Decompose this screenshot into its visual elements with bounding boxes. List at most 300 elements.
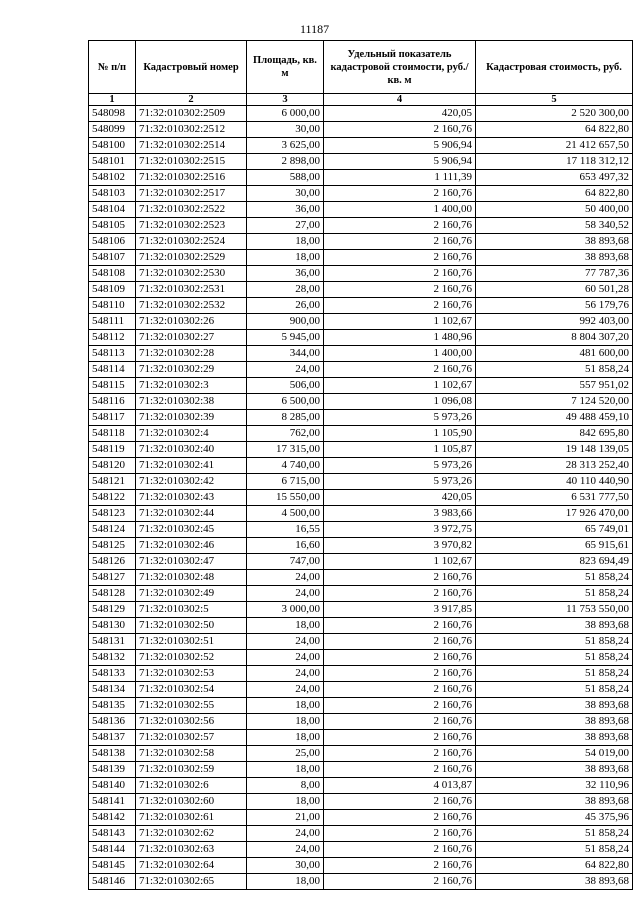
cadastral-number-cell: 71:32:010302:2524 [136, 234, 247, 250]
area-cell: 6 715,00 [247, 474, 324, 490]
unit-rate-cell: 2 160,76 [324, 362, 476, 378]
cadastral-number-cell: 71:32:010302:29 [136, 362, 247, 378]
cadastral-cost-cell: 38 893,68 [476, 794, 633, 810]
unit-rate-cell: 2 160,76 [324, 634, 476, 650]
area-cell: 3 625,00 [247, 138, 324, 154]
unit-rate-cell: 2 160,76 [324, 794, 476, 810]
row-number-cell: 548141 [89, 794, 136, 810]
unit-rate-cell: 2 160,76 [324, 234, 476, 250]
cadastral-cost-cell: 60 501,28 [476, 282, 633, 298]
cadastral-number-cell: 71:32:010302:2522 [136, 202, 247, 218]
row-number-cell: 548108 [89, 266, 136, 282]
cadastral-cost-cell: 40 110 440,90 [476, 474, 633, 490]
cadastral-cost-cell: 56 179,76 [476, 298, 633, 314]
table-row [89, 858, 633, 874]
row-number-cell: 548121 [89, 474, 136, 490]
row-number-cell: 548113 [89, 346, 136, 362]
unit-rate-cell: 2 160,76 [324, 698, 476, 714]
table-row [89, 730, 633, 746]
row-number-cell: 548104 [89, 202, 136, 218]
unit-rate-cell: 2 160,76 [324, 250, 476, 266]
row-number-cell: 548112 [89, 330, 136, 346]
unit-rate-cell: 420,05 [324, 490, 476, 506]
row-number-cell: 548116 [89, 394, 136, 410]
area-cell: 8,00 [247, 778, 324, 794]
unit-rate-cell: 2 160,76 [324, 682, 476, 698]
cadastral-number-cell: 71:32:010302:2531 [136, 282, 247, 298]
row-number-cell: 548102 [89, 170, 136, 186]
cadastral-cost-cell: 65 915,61 [476, 538, 633, 554]
unit-rate-cell: 1 105,90 [324, 426, 476, 442]
area-cell: 762,00 [247, 426, 324, 442]
cadastral-number-cell: 71:32:010302:57 [136, 730, 247, 746]
area-cell: 24,00 [247, 362, 324, 378]
table-row [89, 250, 633, 266]
cadastral-number-cell: 71:32:010302:50 [136, 618, 247, 634]
unit-rate-cell: 1 102,67 [324, 554, 476, 570]
cadastral-number-cell: 71:32:010302:28 [136, 346, 247, 362]
table-row [89, 506, 633, 522]
table-row [89, 106, 633, 122]
unit-rate-cell: 2 160,76 [324, 666, 476, 682]
table-row [89, 746, 633, 762]
area-cell: 18,00 [247, 698, 324, 714]
row-number-cell: 548123 [89, 506, 136, 522]
area-cell: 16,60 [247, 538, 324, 554]
cadastral-number-cell: 71:32:010302:65 [136, 874, 247, 890]
table-row [89, 842, 633, 858]
cadastral-number-cell: 71:32:010302:43 [136, 490, 247, 506]
table-row [89, 378, 633, 394]
cadastral-number-cell: 71:32:010302:59 [136, 762, 247, 778]
row-number-cell: 548111 [89, 314, 136, 330]
area-cell: 24,00 [247, 650, 324, 666]
column-number: 5 [476, 94, 633, 106]
cadastral-number-cell: 71:32:010302:52 [136, 650, 247, 666]
unit-rate-cell: 2 160,76 [324, 730, 476, 746]
area-cell: 18,00 [247, 250, 324, 266]
row-number-cell: 548125 [89, 538, 136, 554]
row-number-cell: 548145 [89, 858, 136, 874]
area-cell: 24,00 [247, 826, 324, 842]
cadastral-number-cell: 71:32:010302:2523 [136, 218, 247, 234]
table-row [89, 538, 633, 554]
column-number-row [89, 94, 633, 106]
area-cell: 18,00 [247, 714, 324, 730]
area-cell: 8 285,00 [247, 410, 324, 426]
row-number-cell: 548100 [89, 138, 136, 154]
cadastral-cost-cell: 51 858,24 [476, 666, 633, 682]
row-number-cell: 548140 [89, 778, 136, 794]
cadastral-number-cell: 71:32:010302:2514 [136, 138, 247, 154]
unit-rate-cell: 3 983,66 [324, 506, 476, 522]
area-cell: 24,00 [247, 634, 324, 650]
cadastral-number-cell: 71:32:010302:53 [136, 666, 247, 682]
unit-rate-cell: 2 160,76 [324, 218, 476, 234]
row-number-cell: 548144 [89, 842, 136, 858]
area-cell: 30,00 [247, 186, 324, 202]
unit-rate-cell: 2 160,76 [324, 186, 476, 202]
cadastral-cost-cell: 58 340,52 [476, 218, 633, 234]
row-number-cell: 548103 [89, 186, 136, 202]
table-row [89, 154, 633, 170]
unit-rate-cell: 1 400,00 [324, 346, 476, 362]
row-number-cell: 548110 [89, 298, 136, 314]
cadastral-number-cell: 71:32:010302:51 [136, 634, 247, 650]
unit-rate-cell: 2 160,76 [324, 298, 476, 314]
unit-rate-cell: 1 096,08 [324, 394, 476, 410]
column-number: 4 [324, 94, 476, 106]
cadastral-cost-cell: 54 019,00 [476, 746, 633, 762]
area-cell: 36,00 [247, 266, 324, 282]
table-row [89, 298, 633, 314]
area-cell: 506,00 [247, 378, 324, 394]
cadastral-cost-cell: 49 488 459,10 [476, 410, 633, 426]
cadastral-cost-cell: 51 858,24 [476, 586, 633, 602]
row-number-cell: 548114 [89, 362, 136, 378]
cadastral-number-cell: 71:32:010302:47 [136, 554, 247, 570]
table-row [89, 410, 633, 426]
cadastral-cost-cell: 45 375,96 [476, 810, 633, 826]
area-cell: 17 315,00 [247, 442, 324, 458]
table-body [89, 106, 633, 890]
header-cadastral-number: Кадастровый номер [136, 41, 247, 94]
unit-rate-cell: 2 160,76 [324, 874, 476, 890]
table-row [89, 522, 633, 538]
cadastral-cost-cell: 38 893,68 [476, 762, 633, 778]
row-number-cell: 548106 [89, 234, 136, 250]
row-number-cell: 548122 [89, 490, 136, 506]
unit-rate-cell: 2 160,76 [324, 746, 476, 762]
cadastral-cost-cell: 64 822,80 [476, 122, 633, 138]
cadastral-cost-cell: 38 893,68 [476, 250, 633, 266]
unit-rate-cell: 1 400,00 [324, 202, 476, 218]
table-row [89, 682, 633, 698]
unit-rate-cell: 5 973,26 [324, 410, 476, 426]
table-row [89, 714, 633, 730]
table-row [89, 762, 633, 778]
row-number-cell: 548101 [89, 154, 136, 170]
cadastral-cost-cell: 19 148 139,05 [476, 442, 633, 458]
area-cell: 18,00 [247, 234, 324, 250]
unit-rate-cell: 3 970,82 [324, 538, 476, 554]
unit-rate-cell: 2 160,76 [324, 618, 476, 634]
unit-rate-cell: 4 013,87 [324, 778, 476, 794]
cadastral-cost-cell: 17 926 470,00 [476, 506, 633, 522]
header-number: № п/п [89, 41, 136, 94]
unit-rate-cell: 5 906,94 [324, 154, 476, 170]
unit-rate-cell: 2 160,76 [324, 762, 476, 778]
unit-rate-cell: 1 111,39 [324, 170, 476, 186]
area-cell: 36,00 [247, 202, 324, 218]
table-row [89, 394, 633, 410]
table-row [89, 602, 633, 618]
cadastral-cost-cell: 51 858,24 [476, 826, 633, 842]
area-cell: 24,00 [247, 570, 324, 586]
table-row [89, 490, 633, 506]
cadastral-cost-cell: 21 412 657,50 [476, 138, 633, 154]
cadastral-cost-cell: 51 858,24 [476, 842, 633, 858]
row-number-cell: 548118 [89, 426, 136, 442]
cadastral-number-cell: 71:32:010302:61 [136, 810, 247, 826]
unit-rate-cell: 1 480,96 [324, 330, 476, 346]
row-number-cell: 548134 [89, 682, 136, 698]
area-cell: 25,00 [247, 746, 324, 762]
cadastral-cost-cell: 64 822,80 [476, 186, 633, 202]
cadastral-number-cell: 71:32:010302:2509 [136, 106, 247, 122]
header-row [89, 41, 633, 94]
table-row [89, 458, 633, 474]
row-number-cell: 548129 [89, 602, 136, 618]
table-row [89, 698, 633, 714]
unit-rate-cell: 2 160,76 [324, 826, 476, 842]
area-cell: 30,00 [247, 122, 324, 138]
area-cell: 24,00 [247, 842, 324, 858]
row-number-cell: 548126 [89, 554, 136, 570]
cadastral-number-cell: 71:32:010302:54 [136, 682, 247, 698]
unit-rate-cell: 2 160,76 [324, 570, 476, 586]
area-cell: 27,00 [247, 218, 324, 234]
area-cell: 18,00 [247, 618, 324, 634]
row-number-cell: 548146 [89, 874, 136, 890]
table-row [89, 650, 633, 666]
row-number-cell: 548130 [89, 618, 136, 634]
cadastral-cost-cell: 653 497,32 [476, 170, 633, 186]
row-number-cell: 548143 [89, 826, 136, 842]
table-row [89, 202, 633, 218]
area-cell: 24,00 [247, 666, 324, 682]
cadastral-number-cell: 71:32:010302:2515 [136, 154, 247, 170]
cadastral-cost-cell: 51 858,24 [476, 682, 633, 698]
table-row [89, 266, 633, 282]
cadastral-cost-cell: 17 118 312,12 [476, 154, 633, 170]
cadastral-number-cell: 71:32:010302:6 [136, 778, 247, 794]
unit-rate-cell: 2 160,76 [324, 282, 476, 298]
area-cell: 18,00 [247, 762, 324, 778]
cadastral-cost-cell: 2 520 300,00 [476, 106, 633, 122]
row-number-cell: 548128 [89, 586, 136, 602]
cadastral-number-cell: 71:32:010302:49 [136, 586, 247, 602]
cadastral-number-cell: 71:32:010302:44 [136, 506, 247, 522]
unit-rate-cell: 2 160,76 [324, 650, 476, 666]
table-row [89, 186, 633, 202]
area-cell: 26,00 [247, 298, 324, 314]
cadastral-cost-cell: 64 822,80 [476, 858, 633, 874]
cadastral-value-table [88, 40, 633, 890]
cadastral-cost-cell: 38 893,68 [476, 698, 633, 714]
row-number-cell: 548124 [89, 522, 136, 538]
column-number: 2 [136, 94, 247, 106]
table-row [89, 170, 633, 186]
area-cell: 3 000,00 [247, 602, 324, 618]
cadastral-cost-cell: 38 893,68 [476, 618, 633, 634]
area-cell: 900,00 [247, 314, 324, 330]
cadastral-cost-cell: 50 400,00 [476, 202, 633, 218]
unit-rate-cell: 2 160,76 [324, 842, 476, 858]
row-number-cell: 548133 [89, 666, 136, 682]
area-cell: 2 898,00 [247, 154, 324, 170]
row-number-cell: 548137 [89, 730, 136, 746]
row-number-cell: 548132 [89, 650, 136, 666]
table-row [89, 570, 633, 586]
unit-rate-cell: 1 102,67 [324, 378, 476, 394]
row-number-cell: 548139 [89, 762, 136, 778]
table-row [89, 314, 633, 330]
header-area: Площадь, кв. м [247, 41, 324, 94]
table-row [89, 362, 633, 378]
area-cell: 5 945,00 [247, 330, 324, 346]
table-row [89, 778, 633, 794]
table-row [89, 874, 633, 890]
cadastral-number-cell: 71:32:010302:2530 [136, 266, 247, 282]
table-row [89, 554, 633, 570]
cadastral-number-cell: 71:32:010302:2529 [136, 250, 247, 266]
cadastral-number-cell: 71:32:010302:46 [136, 538, 247, 554]
unit-rate-cell: 5 906,94 [324, 138, 476, 154]
cadastral-number-cell: 71:32:010302:27 [136, 330, 247, 346]
cadastral-cost-cell: 6 531 777,50 [476, 490, 633, 506]
area-cell: 4 500,00 [247, 506, 324, 522]
cadastral-cost-cell: 842 695,80 [476, 426, 633, 442]
unit-rate-cell: 420,05 [324, 106, 476, 122]
header-cadastral-cost: Кадастровая стоимость, руб. [476, 41, 633, 94]
cadastral-number-cell: 71:32:010302:2512 [136, 122, 247, 138]
table-row [89, 442, 633, 458]
cadastral-cost-cell: 8 804 307,20 [476, 330, 633, 346]
cadastral-cost-cell: 51 858,24 [476, 362, 633, 378]
row-number-cell: 548105 [89, 218, 136, 234]
cadastral-number-cell: 71:32:010302:42 [136, 474, 247, 490]
cadastral-number-cell: 71:32:010302:60 [136, 794, 247, 810]
table-row [89, 586, 633, 602]
area-cell: 30,00 [247, 858, 324, 874]
table-row [89, 634, 633, 650]
row-number-cell: 548109 [89, 282, 136, 298]
table-row [89, 474, 633, 490]
table-row [89, 330, 633, 346]
header-unit-rate: Удельный показатель кадастровой стоимости, руб./кв. м [324, 41, 476, 94]
row-number-cell: 548136 [89, 714, 136, 730]
cadastral-number-cell: 71:32:010302:2532 [136, 298, 247, 314]
table-row [89, 810, 633, 826]
unit-rate-cell: 2 160,76 [324, 810, 476, 826]
row-number-cell: 548119 [89, 442, 136, 458]
area-cell: 24,00 [247, 682, 324, 698]
unit-rate-cell: 5 973,26 [324, 458, 476, 474]
unit-rate-cell: 2 160,76 [324, 714, 476, 730]
row-number-cell: 548117 [89, 410, 136, 426]
table-row [89, 666, 633, 682]
cadastral-cost-cell: 51 858,24 [476, 570, 633, 586]
area-cell: 18,00 [247, 730, 324, 746]
cadastral-number-cell: 71:32:010302:64 [136, 858, 247, 874]
cadastral-number-cell: 71:32:010302:2516 [136, 170, 247, 186]
unit-rate-cell: 3 972,75 [324, 522, 476, 538]
unit-rate-cell: 1 105,87 [324, 442, 476, 458]
cadastral-number-cell: 71:32:010302:39 [136, 410, 247, 426]
unit-rate-cell: 5 973,26 [324, 474, 476, 490]
row-number-cell: 548098 [89, 106, 136, 122]
cadastral-number-cell: 71:32:010302:63 [136, 842, 247, 858]
unit-rate-cell: 1 102,67 [324, 314, 476, 330]
unit-rate-cell: 2 160,76 [324, 586, 476, 602]
table-row [89, 618, 633, 634]
cadastral-cost-cell: 51 858,24 [476, 634, 633, 650]
page-number: 11187 [300, 22, 330, 36]
table-row [89, 346, 633, 362]
cadastral-cost-cell: 51 858,24 [476, 650, 633, 666]
cadastral-cost-cell: 992 403,00 [476, 314, 633, 330]
column-number: 3 [247, 94, 324, 106]
row-number-cell: 548131 [89, 634, 136, 650]
row-number-cell: 548099 [89, 122, 136, 138]
table-row [89, 426, 633, 442]
row-number-cell: 548138 [89, 746, 136, 762]
cadastral-cost-cell: 38 893,68 [476, 714, 633, 730]
unit-rate-cell: 2 160,76 [324, 858, 476, 874]
area-cell: 747,00 [247, 554, 324, 570]
cadastral-cost-cell: 38 893,68 [476, 874, 633, 890]
cadastral-cost-cell: 38 893,68 [476, 234, 633, 250]
row-number-cell: 548107 [89, 250, 136, 266]
cadastral-cost-cell: 823 694,49 [476, 554, 633, 570]
cadastral-number-cell: 71:32:010302:62 [136, 826, 247, 842]
cadastral-number-cell: 71:32:010302:26 [136, 314, 247, 330]
cadastral-cost-cell: 77 787,36 [476, 266, 633, 282]
table-row [89, 794, 633, 810]
area-cell: 18,00 [247, 794, 324, 810]
area-cell: 15 550,00 [247, 490, 324, 506]
area-cell: 588,00 [247, 170, 324, 186]
area-cell: 21,00 [247, 810, 324, 826]
cadastral-number-cell: 71:32:010302:45 [136, 522, 247, 538]
cadastral-number-cell: 71:32:010302:41 [136, 458, 247, 474]
row-number-cell: 548120 [89, 458, 136, 474]
unit-rate-cell: 2 160,76 [324, 122, 476, 138]
unit-rate-cell: 2 160,76 [324, 266, 476, 282]
cadastral-cost-cell: 38 893,68 [476, 730, 633, 746]
cadastral-number-cell: 71:32:010302:5 [136, 602, 247, 618]
cadastral-cost-cell: 65 749,01 [476, 522, 633, 538]
cadastral-number-cell: 71:32:010302:38 [136, 394, 247, 410]
row-number-cell: 548135 [89, 698, 136, 714]
table-row [89, 282, 633, 298]
area-cell: 4 740,00 [247, 458, 324, 474]
cadastral-cost-cell: 32 110,96 [476, 778, 633, 794]
area-cell: 6 500,00 [247, 394, 324, 410]
table-row [89, 234, 633, 250]
column-number: 1 [89, 94, 136, 106]
table-row [89, 826, 633, 842]
table-row [89, 122, 633, 138]
row-number-cell: 548127 [89, 570, 136, 586]
area-cell: 6 000,00 [247, 106, 324, 122]
area-cell: 24,00 [247, 586, 324, 602]
cadastral-cost-cell: 11 753 550,00 [476, 602, 633, 618]
cadastral-cost-cell: 28 313 252,40 [476, 458, 633, 474]
unit-rate-cell: 3 917,85 [324, 602, 476, 618]
cadastral-number-cell: 71:32:010302:55 [136, 698, 247, 714]
area-cell: 28,00 [247, 282, 324, 298]
cadastral-number-cell: 71:32:010302:58 [136, 746, 247, 762]
table-row [89, 138, 633, 154]
row-number-cell: 548142 [89, 810, 136, 826]
cadastral-number-cell: 71:32:010302:56 [136, 714, 247, 730]
area-cell: 18,00 [247, 874, 324, 890]
cadastral-cost-cell: 7 124 520,00 [476, 394, 633, 410]
cadastral-number-cell: 71:32:010302:2517 [136, 186, 247, 202]
cadastral-number-cell: 71:32:010302:40 [136, 442, 247, 458]
